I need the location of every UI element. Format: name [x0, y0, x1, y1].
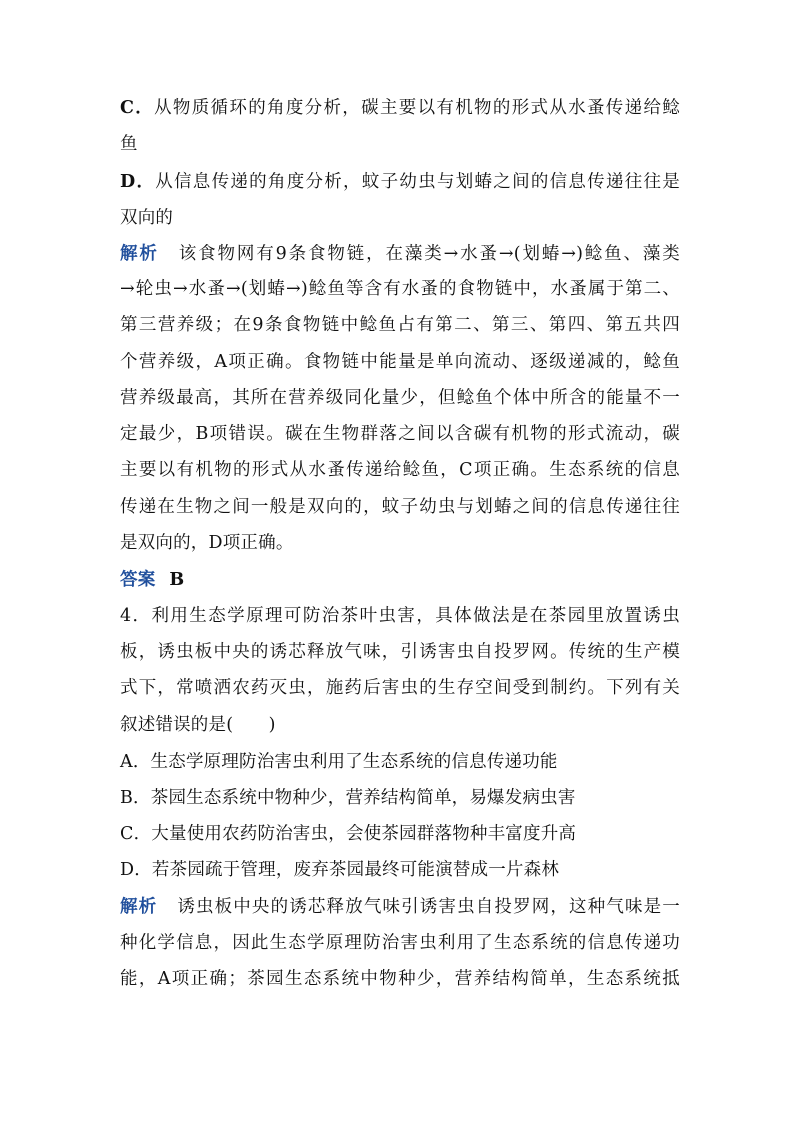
- option-c-text-1: 从物质循环的角度分析，碳主要以有机物的形式从水蚤传递给鲶: [154, 98, 680, 118]
- q4-analysis-line-2: 种化学信息，因此生态学原理防治害虫利用了生态系统的信息传递功: [120, 933, 680, 953]
- q3-analysis-line-4: 个营养级，A项正确。食物链中能量是单向流动、逐级递减的，鲶鱼: [120, 352, 680, 372]
- q3-analysis-label: 解析: [120, 244, 159, 264]
- q3-analysis-line-8: 传递在生物之间一般是双向的，蚊子幼虫与划蝽之间的信息传递往往: [120, 497, 680, 517]
- option-c-line-1: [120, 96, 680, 120]
- option-d-text-1: 从信息传递的角度分析，蚊子幼虫与划蝽之间的信息传递往往是: [155, 172, 681, 192]
- option-c-line-2: 鱼: [120, 134, 138, 154]
- q3-answer-line: [120, 568, 680, 592]
- q3-analysis-line-7: 主要以有机物的形式从水蚤传递给鲶鱼，C项正确。生态系统的信息: [120, 460, 680, 480]
- q4-option-a: A．生态学原理防治害虫利用了生态系统的信息传递功能: [120, 752, 558, 772]
- q4-stem-line-1: 4．利用生态学原理可防治茶叶虫害，具体做法是在茶园里放置诱虫: [120, 606, 680, 626]
- q3-analysis-line-2: →轮虫→水蚤→(划蝽→)鲶鱼等含有水蚤的食物链中，水蚤属于第二、: [120, 279, 680, 299]
- q3-answer-value: B: [169, 570, 185, 590]
- option-c-letter: C．: [120, 98, 155, 118]
- q3-analysis-line-3: 第三营养级；在9条食物链中鲶鱼占有第二、第三、第四、第五共四: [120, 315, 680, 335]
- q3-analysis-line-6: 定最少，B项错误。碳在生物群落之间以含碳有机物的形式流动，碳: [120, 424, 680, 444]
- q3-analysis-line-9: 是双向的，D项正确。: [120, 533, 294, 553]
- q3-analysis-line-5: 营养级最高，其所在营养级同化量少，但鲶鱼个体中所含的能量不一: [120, 388, 680, 408]
- q4-option-d: D．若茶园疏于管理，废弃茶园最终可能演替成一片森林: [120, 860, 560, 880]
- option-d-letter: D．: [120, 172, 156, 192]
- q3-answer-label: 答案: [120, 570, 156, 590]
- q3-analysis-text-1: 该食物网有9条食物链，在藻类→水蚤→(划蝽→)鲶鱼、藻类: [178, 244, 680, 264]
- q4-analysis-label: 解析: [120, 897, 158, 917]
- q4-option-b: B．茶园生态系统中物种少，营养结构简单，易爆发病虫害: [120, 788, 576, 808]
- q4-analysis-line-1: [120, 895, 680, 919]
- q4-stem-line-2: 板，诱虫板中央的诱芯释放气味，引诱害虫自投罗网。传统的生产模: [120, 642, 680, 662]
- q4-analysis-line-3: 能，A项正确；茶园生态系统中物种少，营养结构简单，生态系统抵: [120, 969, 680, 989]
- q4-analysis-text-1: 诱虫板中央的诱芯释放气味引诱害虫自投罗网，这种气味是一: [177, 897, 680, 917]
- option-d-line-2: 双向的: [120, 208, 174, 228]
- q4-stem-line-3: 式下，常喷洒农药灭虫，施药后害虫的生存空间受到制约。下列有关: [120, 678, 680, 698]
- q3-analysis-line-1: [120, 242, 680, 266]
- option-d-line-1: [120, 170, 680, 194]
- q4-stem-line-4: 叙述错误的是( ): [120, 715, 276, 735]
- q4-option-c: C．大量使用农药防治害虫，会使茶园群落物种丰富度升高: [120, 824, 577, 844]
